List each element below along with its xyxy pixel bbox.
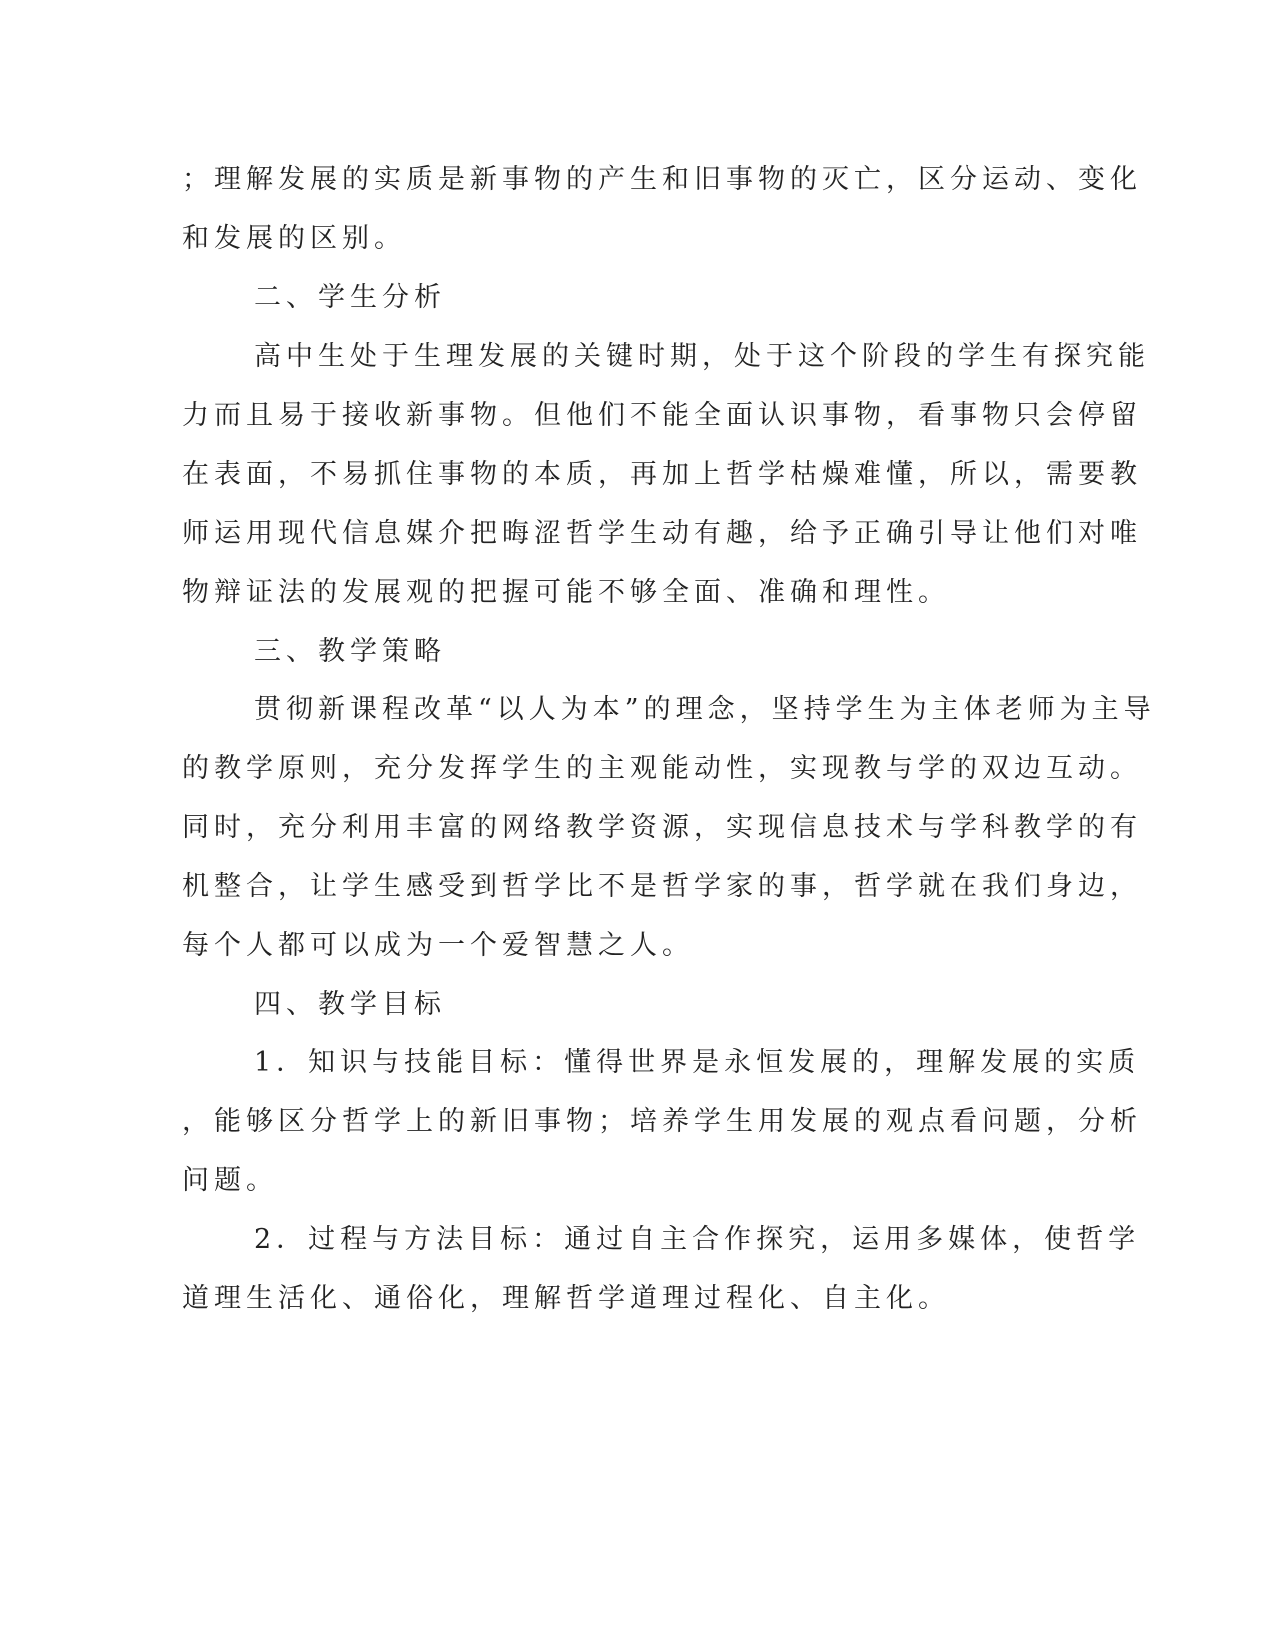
text-line: 道理生活化、通俗化，理解哲学道理过程化、自主化。	[182, 1283, 950, 1314]
section-heading-teaching-goals: 四、教学目标	[254, 989, 446, 1020]
text-line: 物辩证法的发展观的把握可能不够全面、准确和理性。	[182, 577, 950, 608]
text-line: 贯彻新课程改革“以人为本”的理念，坚持学生为主体老师为主导	[254, 694, 1156, 725]
text-line: 高中生处于生理发展的关键时期，处于这个阶段的学生有探究能	[254, 341, 1150, 372]
text-line: 1．知识与技能目标：懂得世界是永恒发展的，理解发展的实质	[254, 1047, 1141, 1078]
section-heading-student-analysis: 二、学生分析	[254, 282, 446, 313]
text-line: ；理解发展的实质是新事物的产生和旧事物的灭亡，区分运动、变化	[182, 164, 1142, 195]
text-line: 机整合，让学生感受到哲学比不是哲学家的事，哲学就在我们身边，	[182, 871, 1142, 902]
text-line: 的教学原则，充分发挥学生的主观能动性，实现教与学的双边互动。	[182, 753, 1142, 784]
text-line: 力而且易于接收新事物。但他们不能全面认识事物，看事物只会停留	[182, 400, 1142, 431]
text-line: 师运用现代信息媒介把晦涩哲学生动有趣，给予正确引导让他们对唯	[182, 518, 1142, 549]
text-line: 每个人都可以成为一个爱智慧之人。	[182, 930, 694, 961]
text-line: ，能够区分哲学上的新旧事物；培养学生用发展的观点看问题，分析	[182, 1106, 1142, 1137]
text-line: 在表面，不易抓住事物的本质，再加上哲学枯燥难懂，所以，需要教	[182, 459, 1142, 490]
section-heading-teaching-strategy: 三、教学策略	[254, 636, 446, 667]
text-line: 和发展的区别。	[182, 223, 406, 254]
text-line: 问题。	[182, 1165, 278, 1196]
text-line: 2．过程与方法目标：通过自主合作探究，运用多媒体，使哲学	[254, 1224, 1141, 1255]
text-line: 同时，充分利用丰富的网络教学资源，实现信息技术与学科教学的有	[182, 812, 1142, 843]
